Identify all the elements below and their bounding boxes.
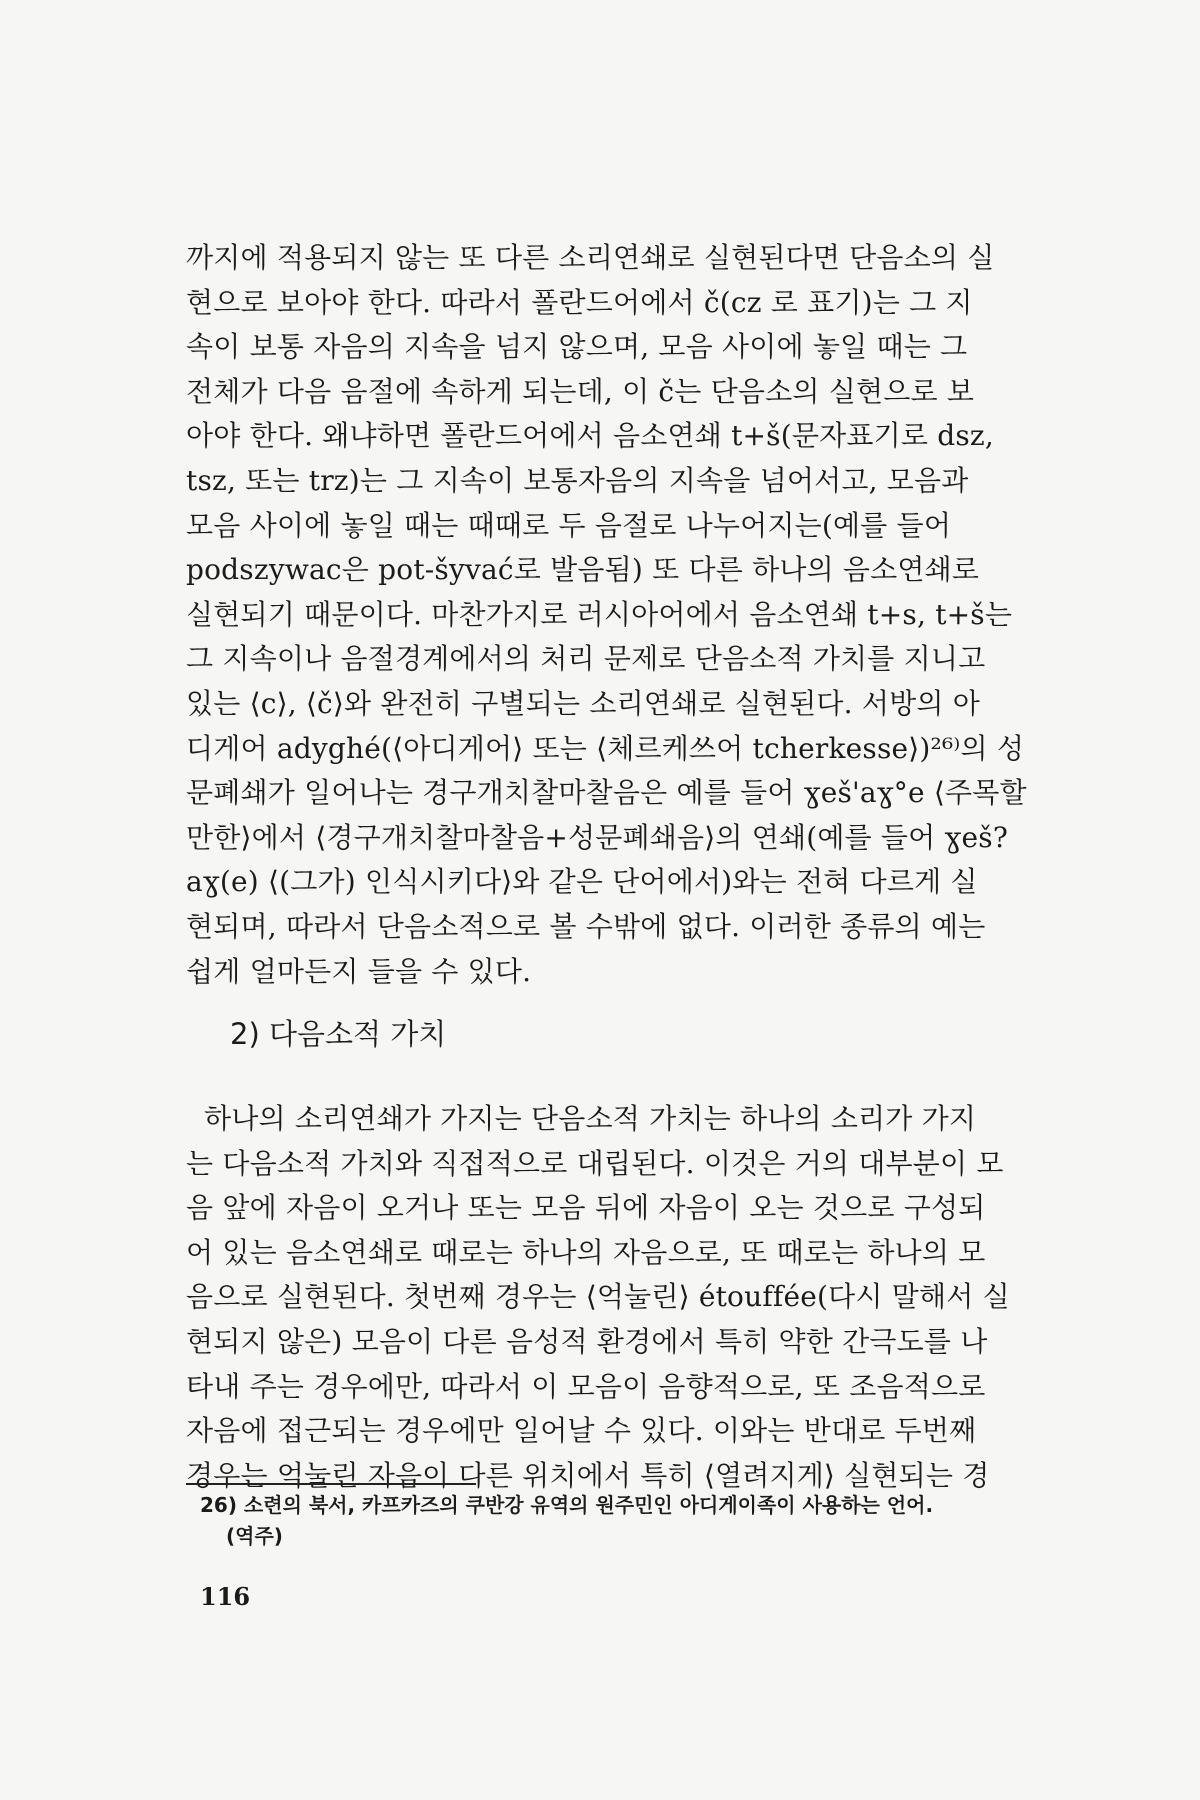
body-paragraph-2	[186, 1097, 1031, 1498]
footnote-line: 26) 소련의 북서, 카프카즈의 쿠반강 유역의 원주민인 아디게이족이 사용하는 언어.	[200, 1493, 934, 1517]
text-line: 현으로 보아야 한다. 따라서 폴란드어에서 č(cz 로 표기)는 그 지	[186, 285, 973, 319]
text-line: aɣ(e) ⟨(그가) 인식시키다⟩와 같은 단어에서)와는 전혀 다르게 실	[186, 865, 978, 899]
text-line: 디게어 adyghé(⟨아디게어⟩ 또는 ⟨체르케쓰어 tcherkesse⟩)²⁶⁾의 성	[186, 731, 1025, 765]
text-line: 문폐쇄가 일어나는 경구개치찰마찰음은 예를 들어 ɣeš'aɣ°e ⟨주목할	[186, 776, 1027, 810]
text-line: 는 다음소적 가치와 직접적으로 대립된다. 이것은 거의 대부분이 모	[186, 1146, 1004, 1180]
text-line: 있는 ⟨c⟩, ⟨č⟩와 완전히 구별되는 소리연쇄로 실현된다. 서방의 아	[186, 686, 980, 720]
page-number: 116	[200, 1582, 251, 1611]
text-line: 하나의 소리연쇄가 가지는 단음소적 가치는 하나의 소리가 가지	[204, 1102, 977, 1135]
text-line: 모음 사이에 놓일 때는 때때로 두 음절로 나누어지는(예를 들어	[186, 508, 952, 542]
text-line: tsz, 또는 trz)는 그 지속이 보통자음의 지속을 넘어서고, 모음과	[186, 463, 969, 497]
text-line: 만한⟩에서 ⟨경구개치찰마찰음+성문폐쇄음⟩의 연쇄(예를 들어 ɣeš?	[186, 820, 1009, 854]
text-line: 그 지속이나 음절경계에서의 처리 문제로 단음소적 가치를 지니고	[186, 642, 986, 676]
text-line: 음으로 실현된다. 첫번째 경우는 ⟨억눌린⟩ étouffée(다시 말해서 실	[186, 1280, 1010, 1314]
text-line: 아야 한다. 왜냐하면 폴란드어에서 음소연쇄 t+š(문자표기로 dsz,	[186, 419, 994, 453]
text-line: 현되며, 따라서 단음소적으로 볼 수밖에 없다. 이러한 종류의 예는	[186, 909, 986, 943]
footnote	[200, 1490, 1030, 1552]
text-line: 실현되기 때문이다. 마찬가지로 러시아어에서 음소연쇄 t+s, t+š는	[186, 597, 1013, 631]
text-line: 쉽게 얼마든지 들을 수 있다.	[186, 954, 532, 988]
section-heading: 2) 다음소적 가치	[230, 1017, 447, 1051]
text-line: 자음에 접근되는 경우에만 일어날 수 있다. 이와는 반대로 두번째	[186, 1414, 977, 1448]
body-paragraph-1	[186, 236, 1031, 994]
text-line: 속이 보통 자음의 지속을 넘지 않으며, 모음 사이에 놓일 때는 그	[186, 330, 968, 364]
text-line: 현되지 않은) 모음이 다른 음성적 환경에서 특히 약한 간극도를 나	[186, 1324, 988, 1358]
footnote-divider	[186, 1483, 476, 1485]
text-line: 음 앞에 자음이 오거나 또는 모음 뒤에 자음이 오는 것으로 구성되	[186, 1191, 986, 1225]
footnote-line: (역주)	[226, 1524, 283, 1548]
text-line: 경우는 억눌린 자음이 다른 위치에서 특히 ⟨열려지게⟩ 실현되는 경	[186, 1458, 990, 1492]
text-line: 까지에 적용되지 않는 또 다른 소리연쇄로 실현된다면 단음소의 실	[186, 241, 995, 274]
text-line: 전체가 다음 음절에 속하게 되는데, 이 č는 단음소의 실현으로 보	[186, 374, 975, 408]
text-line: podszywac은 pot-šyvać로 발음됨) 또 다른 하나의 음소연쇄로	[186, 553, 980, 587]
text-line: 어 있는 음소연쇄로 때로는 하나의 자음으로, 또 때로는 하나의 모	[186, 1235, 986, 1269]
text-line: 타내 주는 경우에만, 따라서 이 모음이 음향적으로, 또 조음적으로	[186, 1369, 986, 1403]
